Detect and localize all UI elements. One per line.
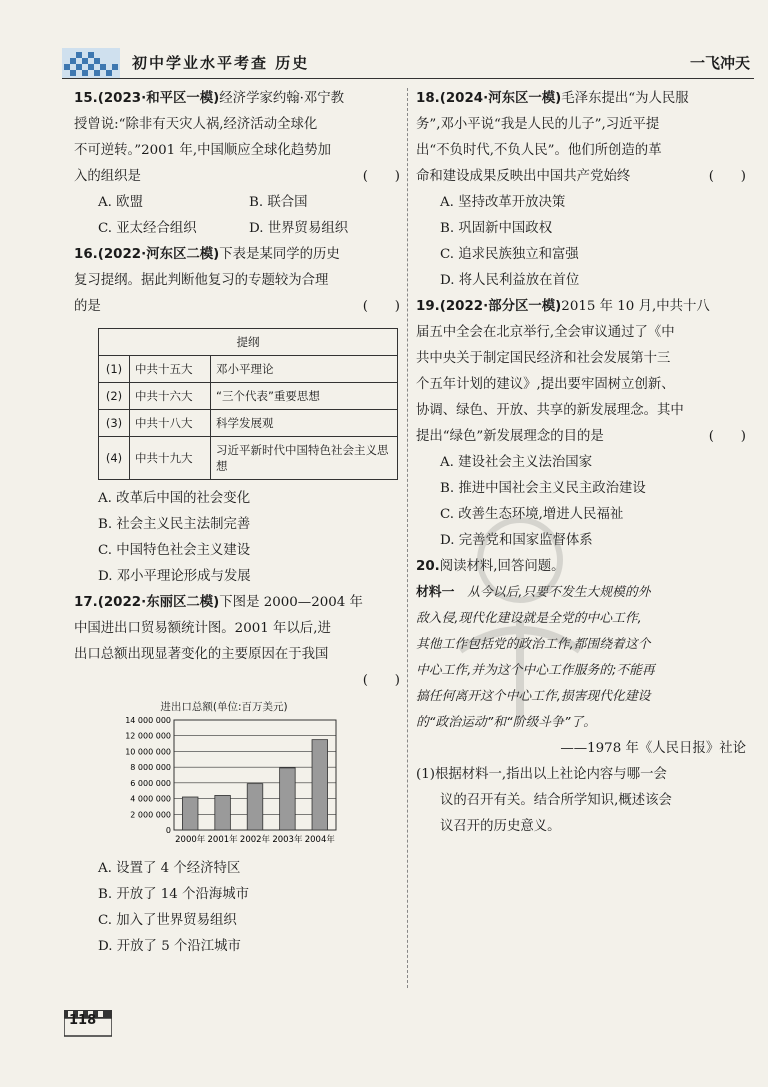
header-rule: [62, 78, 754, 79]
sub-question-line: 议的召开有关。结合所学知识,概述该会: [440, 793, 672, 808]
y-tick-label: 0: [165, 826, 171, 835]
answer-blank[interactable]: ( ): [362, 673, 400, 688]
question-source: (2023·和平区一模): [97, 91, 220, 106]
option-c[interactable]: C. 亚太经合组织: [98, 221, 197, 236]
x-tick-label: 2004年: [304, 835, 335, 845]
x-tick-label: 2003年: [272, 835, 303, 845]
question-number: 20.: [416, 559, 440, 574]
option-b[interactable]: B. 联合国: [249, 195, 308, 210]
bar: [215, 795, 231, 830]
y-tick-label: 14 000 000: [125, 716, 171, 725]
option-a[interactable]: A. 建设社会主义法治国家: [440, 455, 593, 470]
question-text-line: 经济学家约翰·邓宁教: [219, 91, 345, 106]
question-text-line: 授曾说:“除非有天灾人祸,经济活动全球化: [74, 117, 318, 132]
checkered-flag-icon: [62, 48, 120, 78]
x-tick-label: 2000年: [175, 835, 206, 845]
row-content: “三个代表”重要思想: [211, 383, 398, 410]
question-text-line: 2015 年 10 月,中共十八: [561, 299, 710, 314]
question-text-line: 提出“绿色”新发展理念的目的是: [416, 429, 604, 444]
question-text-line: 出口总额出现显著变化的主要原因在于我国: [74, 647, 329, 662]
row-congress: 中共十五大: [130, 356, 211, 383]
page-number: 118: [69, 1013, 97, 1028]
row-content: 习近平新时代中国特色社会主义思想: [211, 437, 398, 480]
x-tick-label: 2001年: [207, 835, 238, 845]
answer-blank[interactable]: ( ): [362, 169, 400, 184]
left-column: [74, 86, 400, 960]
watermark-logo: [430, 500, 610, 730]
material-label: 材料一: [416, 585, 455, 600]
outline-table: [98, 328, 398, 480]
question-text-line: 毛泽东提出“为人民服: [561, 91, 689, 106]
option-b[interactable]: B. 巩固新中国政权: [440, 221, 553, 236]
row-number: (3): [99, 410, 130, 437]
table-row: [99, 437, 398, 480]
answer-blank[interactable]: ( ): [362, 299, 400, 314]
question-18: [416, 86, 746, 294]
option-c[interactable]: C. 追求民族独立和富强: [440, 247, 579, 262]
question-text-line: 届五中全会在北京举行,全会审议通过了《中: [416, 325, 675, 340]
trade-chart: [104, 700, 344, 850]
y-tick-label: 4 000 000: [130, 794, 171, 804]
option-a[interactable]: A. 改革后中国的社会变化: [98, 491, 251, 506]
page-header: [62, 44, 754, 80]
row-congress: 中共十八大: [130, 410, 211, 437]
question-text-line: 中国进出口贸易额统计图。2001 年以后,进: [74, 621, 331, 636]
question-number: 18.: [416, 91, 440, 106]
row-congress: 中共十六大: [130, 383, 211, 410]
question-stem: 阅读材料,回答问题。: [439, 559, 565, 574]
option-c[interactable]: C. 改善生态环境,增进人民福祉: [440, 507, 624, 522]
table-header: 提纲: [99, 329, 398, 356]
question-number: 17.: [74, 595, 98, 610]
question-number: 16.: [74, 247, 98, 262]
question-text-line: 个五年计划的建议》,提出要牢固树立创新、: [416, 377, 675, 392]
chart-title: 进出口总额(单位:百万美元): [160, 701, 288, 713]
x-tick-label: 2002年: [239, 835, 271, 845]
y-tick-label: 10 000 000: [125, 747, 171, 757]
row-content: 科学发展观: [211, 410, 398, 437]
question-text-line: 务”,邓小平说“我是人民的儿子”,习近平提: [416, 117, 660, 132]
row-number: (2): [99, 383, 130, 410]
option-c[interactable]: C. 中国特色社会主义建设: [98, 543, 251, 558]
chart-svg: [104, 714, 344, 850]
question-number: 15.: [74, 91, 98, 106]
option-c[interactable]: C. 加入了世界贸易组织: [98, 913, 237, 928]
question-15: [74, 86, 400, 242]
answer-blank[interactable]: ( ): [708, 429, 746, 444]
option-a[interactable]: A. 欧盟: [98, 195, 143, 210]
material-line: 敌入侵,现代化建设就是全党的中心工作,: [416, 611, 642, 626]
question-text-line: 出“不负时代,不负人民”。他们所创造的革: [416, 143, 662, 158]
option-b[interactable]: B. 推进中国社会主义民主政治建设: [440, 481, 646, 496]
bar: [182, 797, 198, 830]
table-row: [99, 383, 398, 410]
question-text-line: 命和建设成果反映出中国共产党始终: [416, 169, 631, 184]
y-tick-label: 12 000 000: [125, 731, 171, 741]
question-text-line: 的是: [74, 299, 101, 314]
question-source: (2022·部分区一模): [439, 299, 562, 314]
y-tick-label: 6 000 000: [130, 778, 171, 788]
bar: [312, 740, 328, 830]
option-d[interactable]: D. 邓小平理论形成与发展: [98, 569, 251, 584]
bar: [280, 768, 296, 830]
material-line: 的“政治运动”和“阶级斗争”了。: [416, 715, 597, 730]
question-text-line: 协调、绿色、开放、共享的新发展理念。其中: [416, 403, 684, 418]
question-source: (2022·东丽区二模): [97, 595, 220, 610]
question-16: [74, 242, 400, 590]
table-row: [99, 410, 398, 437]
row-congress: 中共十九大: [130, 437, 211, 480]
question-text-line: 不可逆转。”2001 年,中国顺应全球化趋势加: [74, 143, 331, 158]
option-d[interactable]: D. 开放了 5 个沿江城市: [98, 939, 241, 954]
question-text-line: 入的组织是: [74, 169, 141, 184]
question-text-line: 下表是某同学的历史: [219, 247, 340, 262]
question-text-line: 下图是 2000—2004 年: [219, 595, 363, 610]
option-b[interactable]: B. 开放了 14 个沿海城市: [98, 887, 250, 902]
question-source: (2024·河东区一模): [439, 91, 562, 106]
answer-blank[interactable]: ( ): [708, 169, 746, 184]
header-brand: 一飞冲天: [689, 54, 750, 72]
option-d[interactable]: D. 世界贸易组织: [249, 221, 349, 236]
option-a[interactable]: A. 坚持改革开放决策: [440, 195, 566, 210]
y-tick-label: 8 000 000: [130, 763, 171, 773]
row-content: 邓小平理论: [211, 356, 398, 383]
option-d[interactable]: D. 完善党和国家监督体系: [440, 533, 593, 548]
sub-question-line: (1)根据材料一,指出以上社论内容与哪一会: [416, 767, 667, 782]
bar: [247, 784, 263, 830]
y-tick-label: 2 000 000: [130, 810, 171, 820]
question-number: 19.: [416, 299, 440, 314]
row-number: (4): [99, 437, 130, 480]
question-17: [74, 590, 400, 960]
question-source: (2022·河东区二模): [97, 247, 220, 262]
material-line: 中心工作,并为这个中心工作服务的;不能再: [416, 663, 655, 678]
question-text-line: 共中央关于制定国民经济和社会发展第十三: [416, 351, 671, 366]
option-a[interactable]: A. 设置了 4 个经济特区: [98, 861, 241, 876]
column-divider: [407, 88, 408, 988]
header-title: 初中学业水平考查 历史: [132, 54, 310, 72]
material-credit: ——1978 年《人民日报》社论: [560, 741, 746, 756]
option-b[interactable]: B. 社会主义民主法制完善: [98, 517, 251, 532]
material-line: 搞任何离开这个中心工作,损害现代化建设: [416, 689, 651, 704]
material-line: 其他工作包括党的政治工作,都围绕着这个: [416, 637, 651, 652]
row-number: (1): [99, 356, 130, 383]
option-d[interactable]: D. 将人民利益放在首位: [440, 273, 580, 288]
sub-question-line: 议召开的历史意义。: [440, 819, 561, 834]
table-row: [99, 356, 398, 383]
material-line: 从今以后,只要不发生大规模的外: [467, 585, 651, 600]
question-text-line: 复习提纲。据此判断他复习的专题较为合理: [74, 273, 329, 288]
